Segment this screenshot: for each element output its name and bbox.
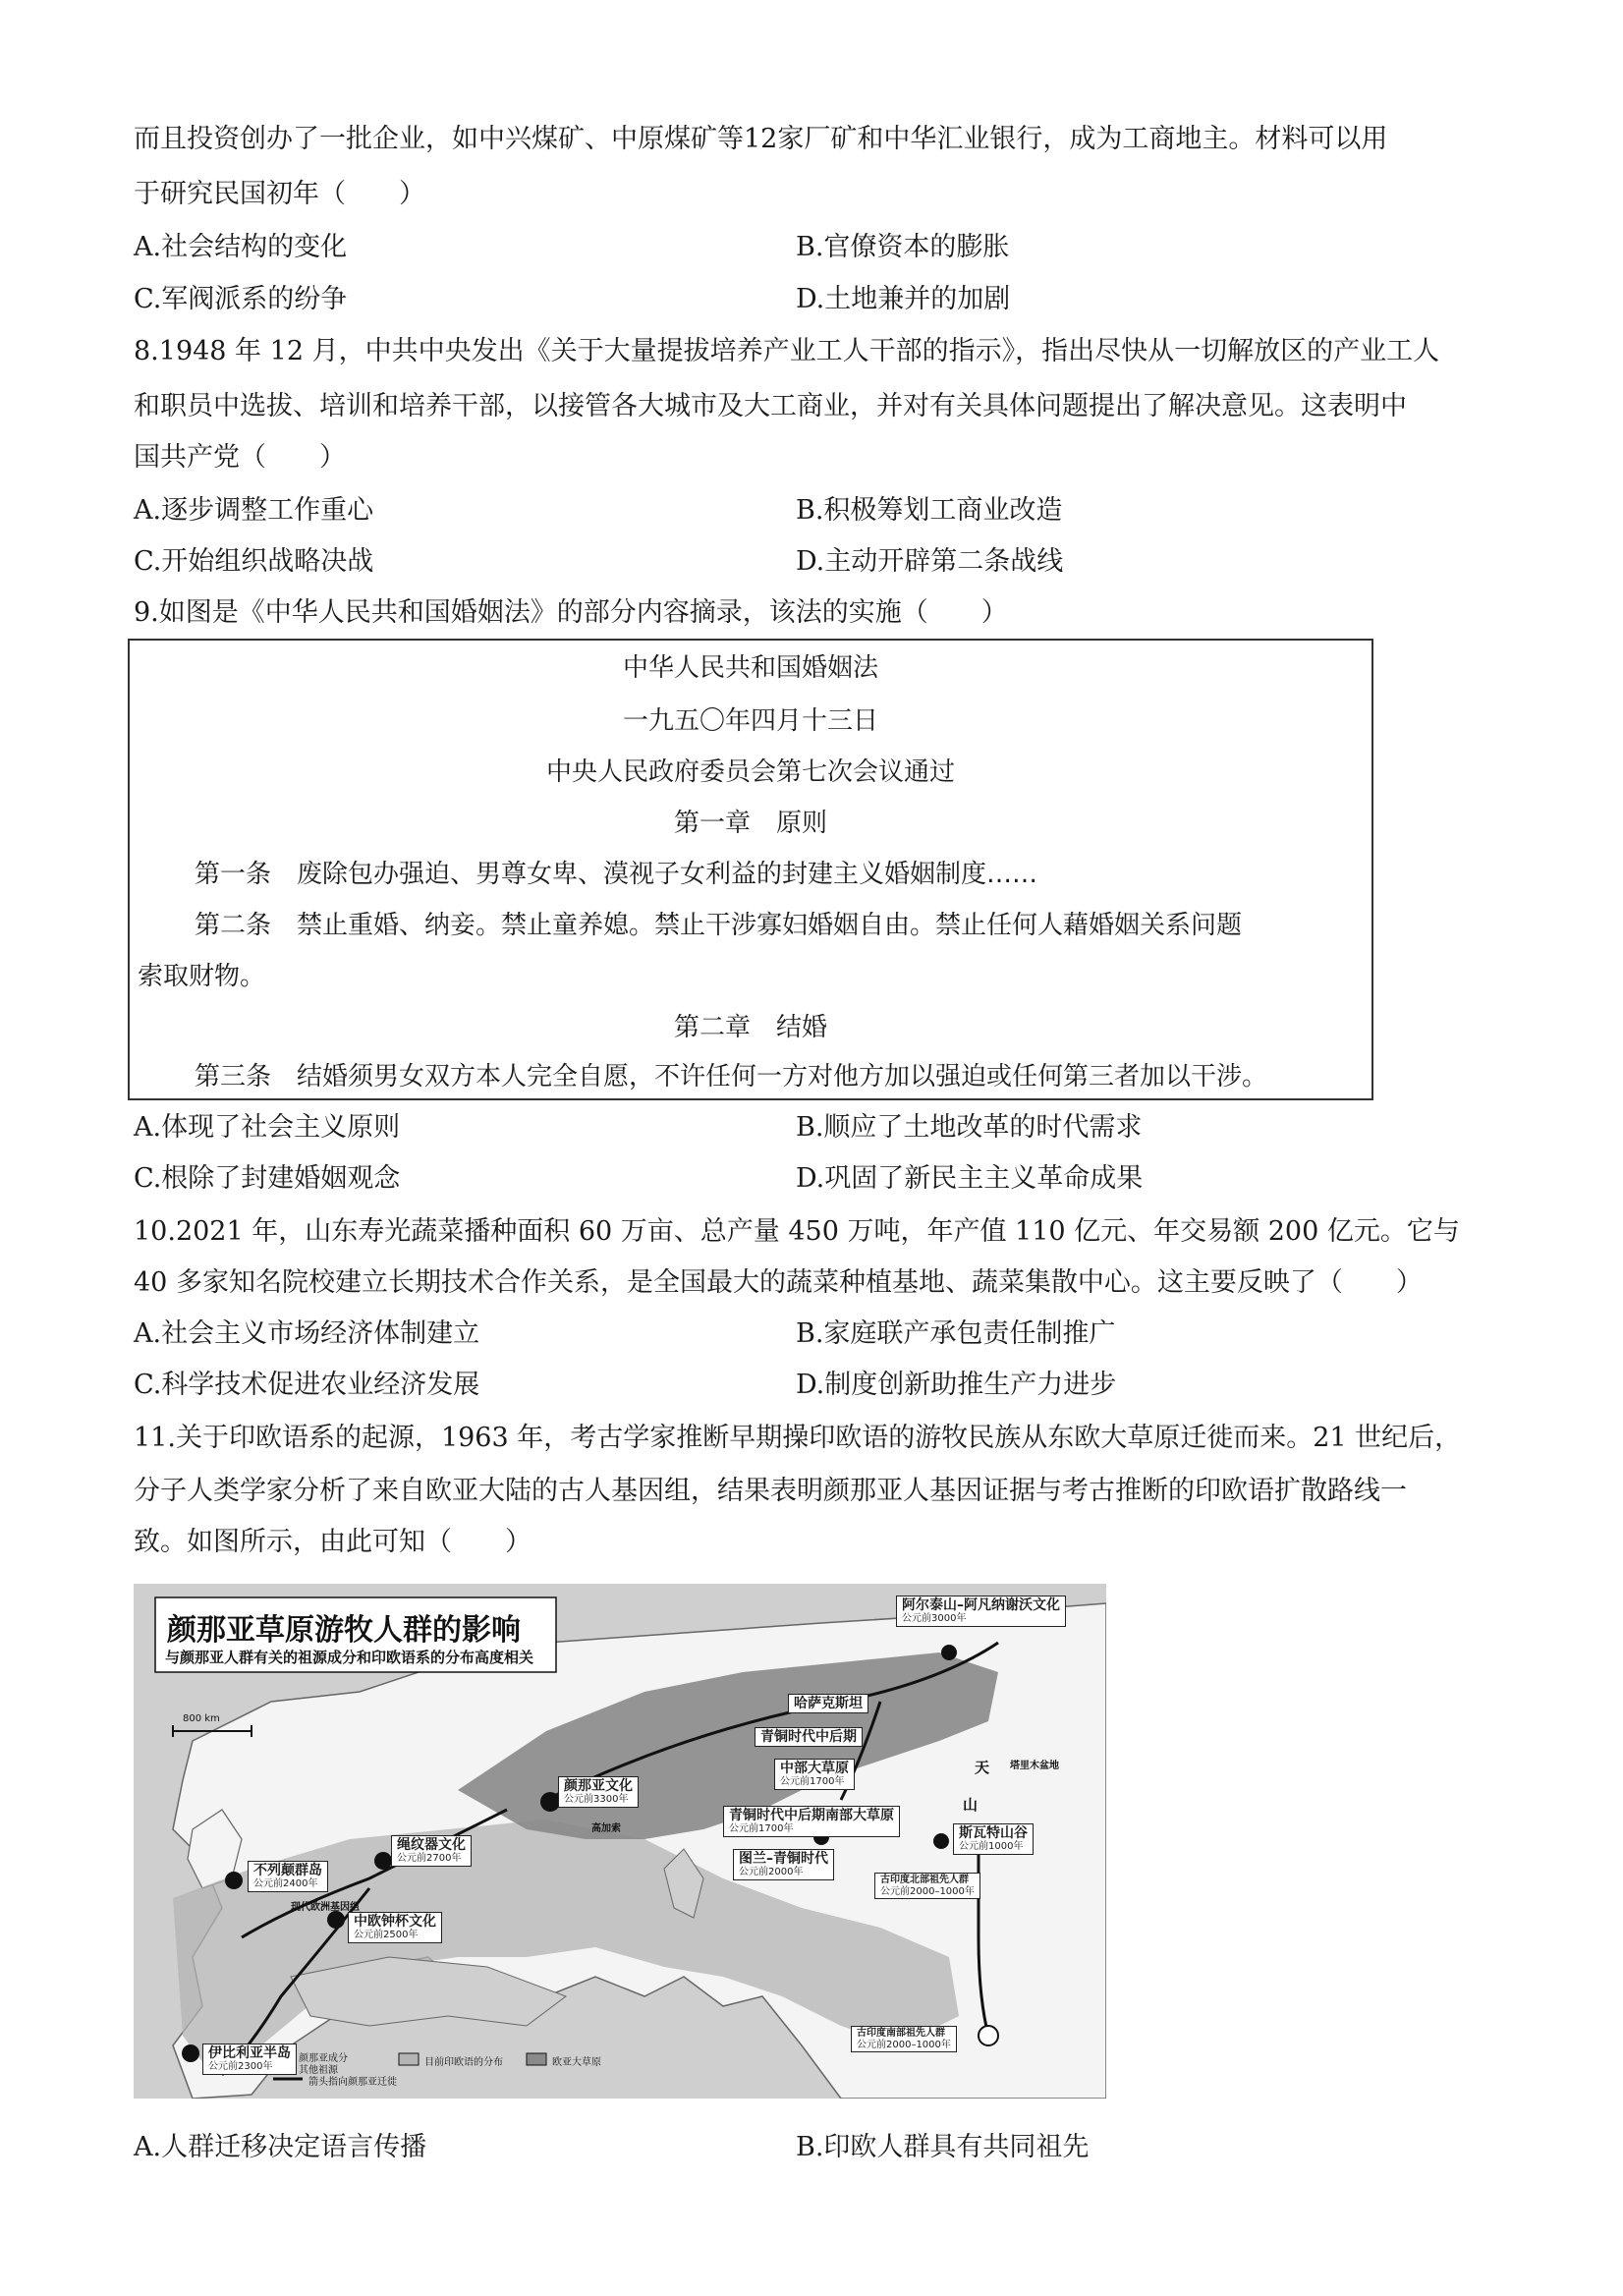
law-article2-line2: 索取财物。 [138,962,266,991]
q11-text-line3: 致。如图所示，由此可知（ ） [134,1527,532,1557]
q10-text-line2: 40 多家知名院校建立长期技术合作关系，是全国最大的蔬菜种植基地、蔬菜集散中心。这主要反映了（ ） [134,1267,1423,1298]
label-southern-steppe: 青铜时代中后期南部大草原 公元前1700年 [723,1806,900,1837]
label-north-india: 古印度北部祖先人群 公元前2000–1000年 [874,1873,980,1899]
q11-text-line1: 11.关于印欧语系的起源，1963 年，考古学家推断早期操印欧语的游牧民族从东欧大草原迁徙而来。21 世纪后， [134,1423,1462,1453]
legend-route: 箭头指向颜那亚迁徙 [308,2077,397,2088]
q8-text-line1: 8.1948 年 12 月，中共中央发出《关于大量提拔培养产业工人干部的指示》，指出尽快从一切解放区的产业工人 [134,336,1440,366]
place-tarim: 塔里木盆地 [1010,1761,1059,1771]
legend-other: 其他祖源 [299,2065,338,2076]
marriage-law-excerpt-box [128,639,1373,1100]
q10-option-a[interactable]: A.社会主义市场经济体制建立 [134,1318,480,1349]
q11-option-a[interactable]: A.人群迁移决定语言传播 [134,2132,427,2162]
law-article2-line1: 第二条 禁止重婚、纳妾。禁止童养媳。禁止干涉寡妇婚姻自由。禁止任何人藉婚姻关系问题 [195,911,1243,940]
law-passed: 中央人民政府委员会第七次会议通过 [545,757,955,787]
marker-altai [941,1645,957,1660]
label-kazakhstan: 哈萨克斯坦 [788,1694,868,1713]
label-turan: 图兰–青铜时代 公元前2000年 [733,1849,834,1880]
law-chapter2: 第二章 结婚 [673,1013,827,1042]
marker-south-india [979,2026,998,2045]
place-shan: 山 [963,1796,979,1814]
map-title: 颜那亚草原游牧人群的影响 [167,1613,521,1648]
legend-swatch-steppe [527,2053,546,2065]
marker-britain [225,1872,243,1889]
q10-option-b[interactable]: B.家庭联产承包责任制推广 [796,1318,1116,1349]
legend-ie-distribution: 目前印欧语的分布 [424,2057,503,2068]
q7-option-b[interactable]: B.官僚资本的膨胀 [796,232,1010,262]
place-caucasus: 高加索 [591,1823,621,1834]
label-swat: 斯瓦特山谷 公元前1000年 [953,1823,1034,1855]
label-yamnaya: 颜那亚文化 公元前3300年 [558,1776,639,1808]
q9-option-a[interactable]: A.体现了社会主义原则 [134,1112,401,1143]
map-subtitle: 与颜那亚人群有关的祖源成分和印欧语系的分布高度相关 [165,1649,534,1666]
law-chapter1: 第一章 原则 [673,809,827,838]
marker-beaker [327,1911,345,1929]
yamnaya-influence-map [134,1584,1106,2099]
label-bronze-mid: 青铜时代中后期 [755,1727,863,1747]
q9-option-d[interactable]: D.巩固了新民主主义革命成果 [796,1163,1144,1194]
legend-swatch-ie [399,2053,419,2065]
law-title: 中华人民共和国婚姻法 [622,653,878,683]
marker-yamnaya [540,1792,560,1812]
q11-option-b[interactable]: B.印欧人群具有共同祖先 [796,2132,1090,2162]
q8-option-d[interactable]: D.主动开辟第二条战线 [796,546,1064,577]
label-british-isles: 不列颠群岛 公元前2400年 [248,1861,328,1892]
q7-text-line1: 而且投资创办了一批企业，如中兴煤矿、中原煤矿等12家厂矿和中华汇业银行，成为工商地主。材料可以用 [134,124,1388,154]
q8-text-line3: 国共产党（ ） [134,442,346,473]
q8-option-b[interactable]: B.积极筹划工商业改造 [796,495,1063,526]
q11-text-line2: 分子人类学家分析了来自欧亚大陆的古人基因组，结果表明颜那亚人基因证据与考古推断的印欧语扩散路线一 [134,1476,1407,1506]
q7-option-d[interactable]: D.土地兼并的加剧 [796,284,1011,314]
q9-option-c[interactable]: C.根除了封建婚姻观念 [134,1163,401,1194]
q8-option-a[interactable]: A.逐步调整工作重心 [134,495,374,526]
label-iberia: 伊比利亚半岛 公元前2300年 [202,2044,297,2075]
place-modern-euro: 现代欧洲基因组 [291,1902,360,1913]
q7-option-c[interactable]: C.军阀派系的纷争 [134,284,348,314]
q9-option-b[interactable]: B.顺应了土地改革的时代需求 [796,1112,1143,1143]
map-scale-label: 800 km [183,1713,220,1724]
marker-corded [374,1852,392,1870]
place-tian: 天 [975,1759,990,1776]
q8-option-c[interactable]: C.开始组织战略决战 [134,546,374,577]
label-corded-ware: 绳纹器文化 公元前2700年 [391,1835,472,1867]
label-central-steppe: 中部大草原 公元前1700年 [774,1759,855,1790]
legend-ancestry: 颜那亚成分 [299,2053,348,2064]
marker-swat [933,1833,949,1849]
q7-text-line2: 于研究民国初年（ ） [134,179,425,209]
marker-iberia [182,2044,199,2062]
q10-option-c[interactable]: C.科学技术促进农业经济发展 [134,1370,480,1400]
q9-text-line1: 9.如图是《中华人民共和国婚姻法》的部分内容摘录，该法的实施（ ） [134,597,1008,628]
law-date: 一九五〇年四月十三日 [622,706,878,736]
label-altai: 阿尔泰山–阿凡纳谢沃文化 公元前3000年 [896,1596,1066,1627]
label-bell-beaker: 中欧钟杯文化 公元前2500年 [348,1912,442,1943]
legend-steppe: 欧亚大草原 [552,2057,601,2068]
law-article1: 第一条 废除包办强迫、男尊女卑、漠视子女利益的封建主义婚姻制度…… [195,860,1038,889]
q7-option-a[interactable]: A.社会结构的变化 [134,232,348,262]
q10-text-line1: 10.2021 年，山东寿光蔬菜播种面积 60 万亩、总产量 450 万吨，年产值 110 亿元、年交易额 200 亿元。它与 [134,1216,1460,1247]
q8-text-line2: 和职员中选拔、培训和培养干部，以接管各大城市及大工商业，并对有关具体问题提出了解决意见。这表明中 [134,391,1407,421]
q10-option-d[interactable]: D.制度创新助推生产力进步 [796,1370,1117,1400]
law-article3: 第三条 结婚须男女双方本人完全自愿，不许任何一方对他方加以强迫或任何第三者加以干涉。 [195,1062,1268,1092]
label-south-india: 古印度南部祖先人群 公元前2000–1000年 [851,2026,957,2052]
